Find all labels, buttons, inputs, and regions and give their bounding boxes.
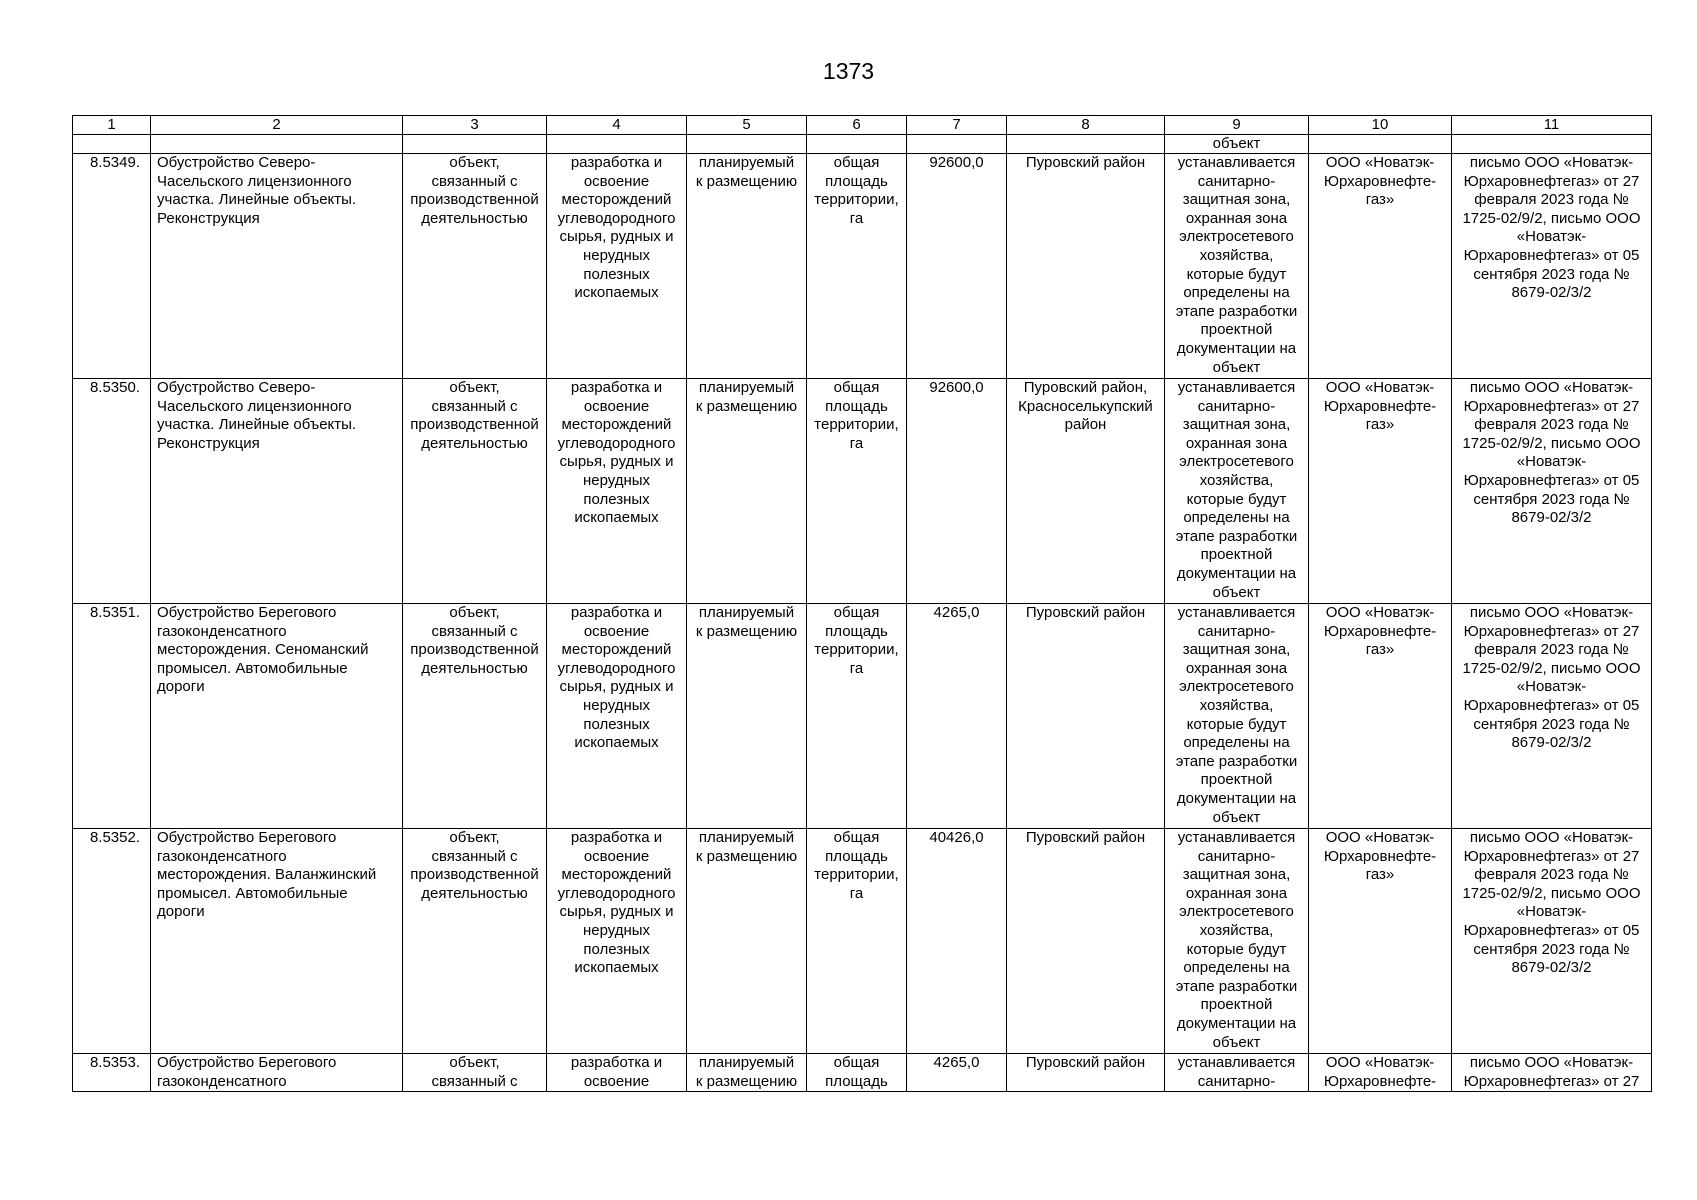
object-status: планируемый к размещению xyxy=(687,1054,807,1092)
column-number: 2 xyxy=(151,116,403,135)
company: ООО «Новатэк- Юрхаровнефте- газ» xyxy=(1309,379,1452,604)
table-cell xyxy=(1452,135,1652,154)
characteristic: общая площадь территории, га xyxy=(807,154,907,379)
table-cell xyxy=(687,135,807,154)
company: ООО «Новатэк- Юрхаровнефте- газ» xyxy=(1309,154,1452,379)
column-number: 1 xyxy=(73,116,151,135)
location: Пуровский район xyxy=(1007,154,1165,379)
basis: письмо ООО «Новатэк- Юрхаровнефтегаз» от 27 xyxy=(1452,1054,1652,1092)
location: Пуровский район xyxy=(1007,1054,1165,1092)
characteristic-value: 4265,0 xyxy=(907,1054,1007,1092)
zone-info: устанавливается санитарно- защитная зона, охранная зона электросетевого хозяйства, которые будут определены на этапе разработки проектной документации на объект xyxy=(1165,604,1309,829)
continuation-row xyxy=(73,135,1652,154)
registry-table xyxy=(72,115,1652,1092)
characteristic: общая площадь xyxy=(807,1054,907,1092)
table-row xyxy=(73,154,1652,379)
column-number: 5 xyxy=(687,116,807,135)
table-cell xyxy=(73,135,151,154)
characteristic: общая площадь территории, га xyxy=(807,604,907,829)
location: Пуровский район xyxy=(1007,604,1165,829)
table-cell xyxy=(547,135,687,154)
column-number: 8 xyxy=(1007,116,1165,135)
table-row xyxy=(73,604,1652,829)
row-number: 8.5353. xyxy=(73,1054,151,1092)
basis: письмо ООО «Новатэк- Юрхаровнефтегаз» от 27 февраля 2023 года № 1725-02/9/2, письмо ООО «Новатэк- Юрхаровнефтегаз» от 05 сентября 2023 года № 8679-02/3/2 xyxy=(1452,829,1652,1054)
location: Пуровский район, Красноселькупский район xyxy=(1007,379,1165,604)
zone-cell: объект xyxy=(1165,135,1309,154)
characteristic: общая площадь территории, га xyxy=(807,379,907,604)
zone-info: устанавливается санитарно- защитная зона, охранная зона электросетевого хозяйства, которые будут определены на этапе разработки проектной документации на объект xyxy=(1165,154,1309,379)
object-type: объект, связанный с производственной деятельностью xyxy=(403,154,547,379)
object-name: Обустройство Северо- Часельского лицензионного участка. Линейные объекты. Реконструкция xyxy=(151,379,403,604)
location: Пуровский район xyxy=(1007,829,1165,1054)
activity-type: разработка и освоение месторождений углеводородного сырья, рудных и нерудных полезных ископаемых xyxy=(547,154,687,379)
row-number: 8.5351. xyxy=(73,604,151,829)
object-status: планируемый к размещению xyxy=(687,379,807,604)
object-name: Обустройство Берегового газоконденсатного месторождения. Сеноманский промысел. Автомобильные дороги xyxy=(151,604,403,829)
table-cell xyxy=(1007,135,1165,154)
characteristic-value: 92600,0 xyxy=(907,154,1007,379)
object-status: планируемый к размещению xyxy=(687,604,807,829)
table-row xyxy=(73,379,1652,604)
activity-type: разработка и освоение месторождений углеводородного сырья, рудных и нерудных полезных ископаемых xyxy=(547,829,687,1054)
object-type: объект, связанный с производственной деятельностью xyxy=(403,379,547,604)
zone-info: устанавливается санитарно- защитная зона, охранная зона электросетевого хозяйства, которые будут определены на этапе разработки проектной документации на объект xyxy=(1165,829,1309,1054)
table-row xyxy=(73,1054,1652,1092)
column-number: 9 xyxy=(1165,116,1309,135)
table-cell xyxy=(1309,135,1452,154)
column-number: 6 xyxy=(807,116,907,135)
characteristic-value: 4265,0 xyxy=(907,604,1007,829)
table-row xyxy=(73,829,1652,1054)
activity-type: разработка и освоение месторождений углеводородного сырья, рудных и нерудных полезных ископаемых xyxy=(547,379,687,604)
basis: письмо ООО «Новатэк- Юрхаровнефтегаз» от 27 февраля 2023 года № 1725-02/9/2, письмо ООО «Новатэк- Юрхаровнефтегаз» от 05 сентября 2023 года № 8679-02/3/2 xyxy=(1452,379,1652,604)
table-cell xyxy=(403,135,547,154)
column-number: 11 xyxy=(1452,116,1652,135)
zone-info: устанавливается санитарно- xyxy=(1165,1054,1309,1092)
zone-info: устанавливается санитарно- защитная зона, охранная зона электросетевого хозяйства, которые будут определены на этапе разработки проектной документации на объект xyxy=(1165,379,1309,604)
table-cell xyxy=(907,135,1007,154)
company: ООО «Новатэк- Юрхаровнефте- газ» xyxy=(1309,604,1452,829)
object-type: объект, связанный с производственной деятельностью xyxy=(403,829,547,1054)
object-name: Обустройство Северо- Часельского лицензионного участка. Линейные объекты. Реконструкция xyxy=(151,154,403,379)
basis: письмо ООО «Новатэк- Юрхаровнефтегаз» от 27 февраля 2023 года № 1725-02/9/2, письмо ООО «Новатэк- Юрхаровнефтегаз» от 05 сентября 2023 года № 8679-02/3/2 xyxy=(1452,154,1652,379)
characteristic-value: 92600,0 xyxy=(907,379,1007,604)
column-number-row xyxy=(73,116,1652,135)
characteristic-value: 40426,0 xyxy=(907,829,1007,1054)
column-number: 10 xyxy=(1309,116,1452,135)
company: ООО «Новатэк- Юрхаровнефте- газ» xyxy=(1309,829,1452,1054)
table-cell xyxy=(151,135,403,154)
table-cell xyxy=(807,135,907,154)
object-name: Обустройство Берегового газоконденсатного месторождения. Валанжинский промысел. Автомобильные дороги xyxy=(151,829,403,1054)
object-status: планируемый к размещению xyxy=(687,154,807,379)
object-type: объект, связанный с xyxy=(403,1054,547,1092)
column-number: 7 xyxy=(907,116,1007,135)
row-number: 8.5349. xyxy=(73,154,151,379)
column-number: 4 xyxy=(547,116,687,135)
object-name: Обустройство Берегового газоконденсатного xyxy=(151,1054,403,1092)
row-number: 8.5350. xyxy=(73,379,151,604)
characteristic: общая площадь территории, га xyxy=(807,829,907,1054)
object-status: планируемый к размещению xyxy=(687,829,807,1054)
activity-type: разработка и освоение xyxy=(547,1054,687,1092)
company: ООО «Новатэк- Юрхаровнефте- xyxy=(1309,1054,1452,1092)
basis: письмо ООО «Новатэк- Юрхаровнефтегаз» от 27 февраля 2023 года № 1725-02/9/2, письмо ООО «Новатэк- Юрхаровнефтегаз» от 05 сентября 2023 года № 8679-02/3/2 xyxy=(1452,604,1652,829)
row-number: 8.5352. xyxy=(73,829,151,1054)
activity-type: разработка и освоение месторождений углеводородного сырья, рудных и нерудных полезных ископаемых xyxy=(547,604,687,829)
object-type: объект, связанный с производственной деятельностью xyxy=(403,604,547,829)
page-number: 1373 xyxy=(822,58,875,84)
column-number: 3 xyxy=(403,116,547,135)
